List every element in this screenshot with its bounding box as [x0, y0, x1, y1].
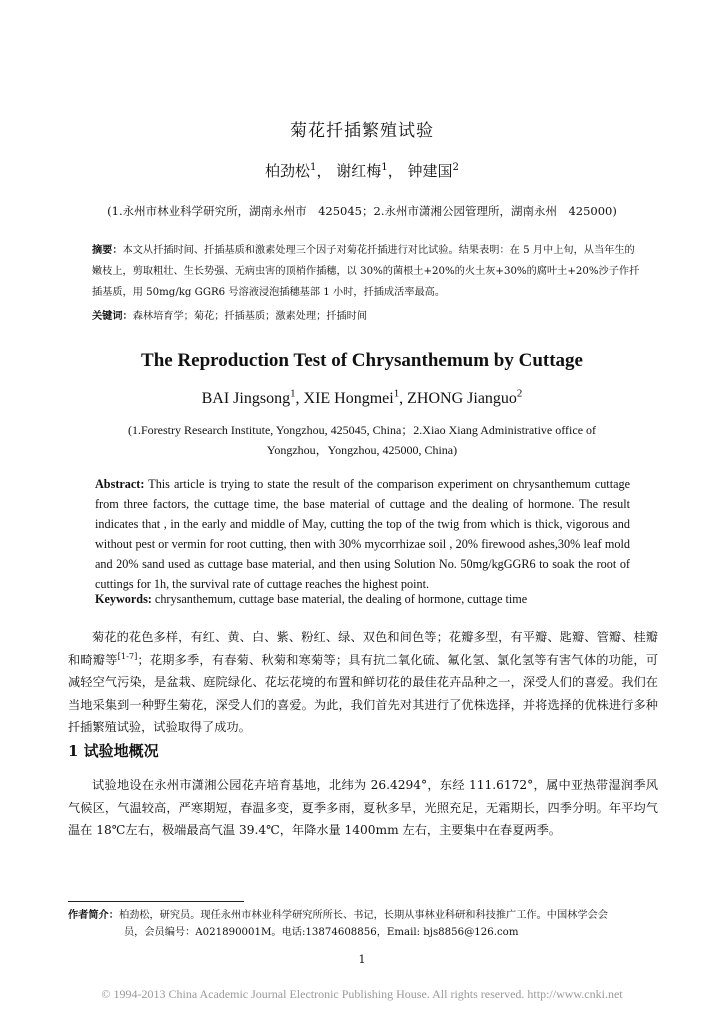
section-heading: 1 试验地概况 [68, 742, 159, 760]
chinese-keywords-text: 森林培育学；菊花；扦插基质；激素处理；扦插时间 [132, 311, 368, 322]
english-author-list: BAI Jingsong$^1$, XIE Hongmei$^1$, ZHONG Jianguo$^2$ [201, 387, 523, 407]
chinese-abstract-label: 摘要： [92, 244, 123, 256]
author-name: XIE Hongmei [303, 390, 394, 407]
chinese-keywords-label: 关键词： [92, 310, 133, 322]
english-abstract-text: This article is trying to state the result of the comparison experiment on chrysanthemum cuttage from three factors, the cuttage time, the base material of cuttage and the dealing of hormone. The result indicates that , in the early and middle of May, cutting the top of the twig from which is thick, vigorous and without pest or vermin for root cutting, then with 30% mycorrhizae soil , 20% firewood ashes,30% leaf mold and 20% sand used as cuttage base material, and then using Solution No. 50mg/kgGGR6 to soak the root of cuttings for 1h, the survival rate of cuttage reaches the highest point. [95, 477, 630, 591]
english-abstract [95, 474, 630, 594]
english-affiliation [0, 420, 724, 460]
intro-paragraph [68, 626, 658, 739]
chinese-affiliation: (1.永州市林业科学研究所，湖南永州市 425045；2.永州市潇湘公园管理所，湖南永州 425000) [107, 204, 617, 218]
intro-text: 菊花的花色多样，有红、黄、白、紫、粉红、绿、双色和间色等；花瓣多型，有平瓣、匙瓣、管瓣、桂瓣和畸瓣等 [68, 630, 658, 667]
english-keywords-label: Keywords: [95, 592, 152, 606]
author-name: 钟建国 [407, 162, 453, 180]
section-paragraph: 试验地设在永州市潇湘公园花卉培育基地，北纬为 26.4294°，东经 111.6172°，属中亚热带湿润季风气候区，气温较高，严寒期短，春温多变，夏季多雨，夏秋多旱，光照充足，无霜期长，四季分明。年平均气温在 18℃左右，极端最高气温 39.4℃，年降水量 1400mm 左右，主要集中在春夏两季。 [68, 778, 658, 837]
footnote-label: 作者简介： [68, 909, 119, 921]
footnote-text: 员，会员编号：A021890001M。电话:13874608856，Email: bjs8856@126.com [124, 927, 519, 938]
chinese-author-list: 柏劲松$^1$， 谢红梅$^1$， 钟建国$^2$ [264, 162, 460, 180]
chinese-abstract-text: 本文从扦插时间、扦插基质和激素处理三个因子对菊花扦插进行对比试验。结果表明：在 5 月中上旬，从当年生的嫩枝上，剪取粗壮、生长势强、无病虫害的顶梢作插穗，以 30%的菌根土+20%的火土灰+30%的腐叶土+20%沙子作扦插基质，用 50mg/kg GGR6 号溶液浸泡插穗基部 1 小时，扦插成活率最高。 [92, 245, 640, 298]
chinese-title: 菊花扦插繁殖试验 [290, 121, 434, 141]
english-affiliation-line: Yongzhou，Yongzhou, 425000, China) [266, 443, 458, 457]
copyright-watermark: © 1994-2013 China Academic Journal Electronic Publishing House. All rights reserved. http://www.cnki.net [101, 987, 623, 1001]
author-affiliation-mark: 1 [290, 387, 296, 400]
english-keywords-text: chrysanthemum, cuttage base material, the dealing of hormone, cuttage time [154, 592, 528, 606]
author-name: 谢红梅 [336, 162, 382, 180]
english-title: The Reproduction Test of Chrysanthemum by Cuttage [141, 350, 583, 371]
intro-text: ；花期多季，有春菊、秋菊和寒菊等；具有抗二氧化硫、氟化氢、氯化氢等有害气体的功能，可减轻空气污染，是盆栽、庭院绿化、花坛花境的布置和鲜切花的最佳花卉品种之一，深受人们的喜爱。我们在当地采集到一种野生菊花，深受人们的喜爱。为此，我们首先对其进行了优株选择，并将选择的优株进行多种扦插繁殖试验，试验取得了成功。 [68, 652, 659, 734]
author-footnote [68, 907, 658, 941]
chinese-keywords [92, 306, 640, 327]
citation-mark: [1-7] [117, 650, 138, 661]
author-name: BAI Jingsong [201, 390, 291, 407]
chinese-abstract [92, 240, 640, 303]
english-keywords [95, 592, 630, 607]
footnote-divider [68, 901, 244, 902]
author-affiliation-mark: 2 [516, 387, 523, 400]
author-affiliation-mark: 1 [381, 162, 388, 173]
author-name: 柏劲松 [264, 162, 310, 180]
author-affiliation-mark: 2 [452, 162, 460, 173]
author-name: ZHONG Jianguo [407, 390, 517, 407]
page-number: 1 [358, 953, 366, 966]
english-abstract-label: Abstract: [95, 477, 145, 491]
english-affiliation-line: (1.Forestry Research Institute, Yongzhou, 425045, China；2.Xiao Xiang Administrative office of [127, 423, 597, 437]
author-affiliation-mark: 1 [309, 162, 317, 173]
footnote-text: 柏劲松，研究员。现任永州市林业科学研究所所长、书记，长期从事林业科研和科技推广工作。中国林学会会 [118, 910, 608, 921]
author-affiliation-mark: 1 [393, 387, 400, 400]
